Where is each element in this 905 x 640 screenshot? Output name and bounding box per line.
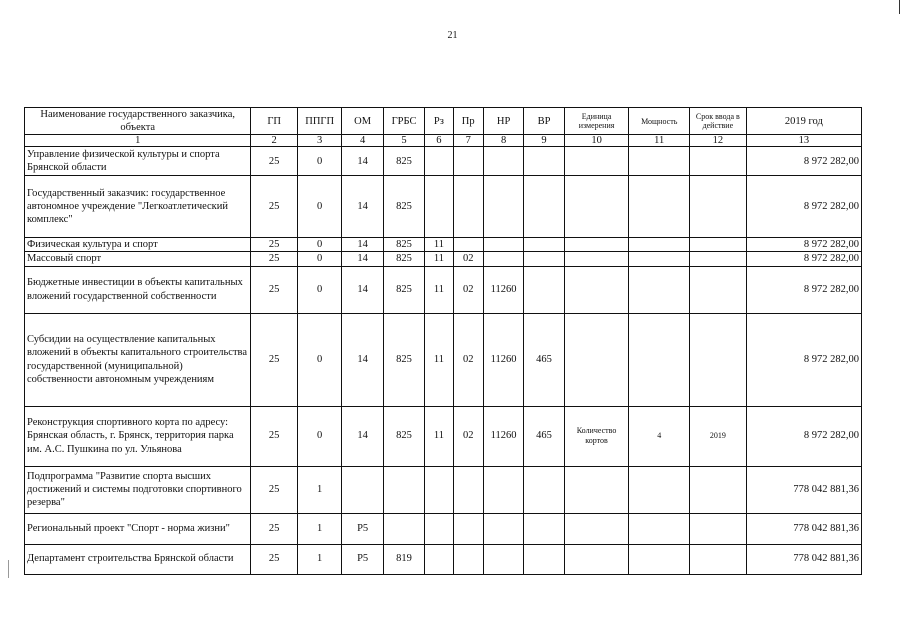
cell-grbs: 825 (383, 266, 424, 313)
cell-ppgp: 1 (297, 544, 341, 574)
cell-rz: 11 (425, 406, 453, 466)
row-name: Субсидии на осуществление капитальных вложений в объекты капитального строительства государственной (муниципальной) собственности автономным учреждениям (25, 313, 251, 406)
cell-om: P5 (342, 513, 383, 544)
row-name: Государственный заказчик: государственное автономное учреждение "Легкоатлетический комплекс" (25, 176, 251, 238)
cell-gp: 25 (251, 406, 298, 466)
column-number: 12 (690, 135, 747, 147)
cell-gp: 25 (251, 313, 298, 406)
row-name: Управление физической культуры и спорта Брянской области (25, 147, 251, 176)
cell-om: 14 (342, 252, 383, 266)
column-number: 4 (342, 135, 383, 147)
cell-pr: 02 (453, 266, 483, 313)
cell-commissioning (690, 252, 747, 266)
header-nr: НР (483, 108, 523, 135)
cell-amount: 8 972 282,00 (746, 147, 861, 176)
cell-ppgp: 0 (297, 238, 341, 252)
row-name: Департамент строительства Брянской области (25, 544, 251, 574)
cell-capacity (629, 313, 690, 406)
cell-rz: 11 (425, 313, 453, 406)
cell-commissioning (690, 266, 747, 313)
cell-commissioning (690, 544, 747, 574)
cell-unit (564, 176, 629, 238)
header-row (25, 108, 862, 135)
cell-pr (453, 544, 483, 574)
table-row (25, 147, 862, 176)
column-number: 2 (251, 135, 298, 147)
table-row (25, 513, 862, 544)
cell-ppgp: 1 (297, 466, 341, 513)
table-row (25, 466, 862, 513)
cell-commissioning (690, 513, 747, 544)
cell-rz (425, 147, 453, 176)
cell-rz (425, 176, 453, 238)
cell-unit (564, 238, 629, 252)
cell-gp: 25 (251, 544, 298, 574)
cell-gp: 25 (251, 513, 298, 544)
cell-capacity (629, 544, 690, 574)
cell-nr: 11260 (483, 313, 523, 406)
column-number: 9 (524, 135, 564, 147)
column-number: 13 (746, 135, 861, 147)
cell-grbs (383, 513, 424, 544)
cell-amount: 8 972 282,00 (746, 176, 861, 238)
cell-grbs: 825 (383, 313, 424, 406)
cell-vr (524, 176, 564, 238)
row-name: Подпрограмма "Развитие спорта высших достижений и системы подготовки спортивного резерва" (25, 466, 251, 513)
cell-amount: 8 972 282,00 (746, 406, 861, 466)
cell-capacity (629, 266, 690, 313)
table-row (25, 266, 862, 313)
header-om: ОМ (342, 108, 383, 135)
cell-unit (564, 252, 629, 266)
cell-vr (524, 252, 564, 266)
table-row (25, 406, 862, 466)
column-number: 3 (297, 135, 341, 147)
header-ppgp: ППГП (297, 108, 341, 135)
cell-pr (453, 238, 483, 252)
cell-vr (524, 544, 564, 574)
scan-edge-mark (899, 0, 900, 14)
page-number: 21 (447, 30, 458, 41)
cell-ppgp: 1 (297, 513, 341, 544)
budget-table (24, 107, 862, 575)
cell-pr (453, 176, 483, 238)
cell-nr (483, 466, 523, 513)
cell-amount: 8 972 282,00 (746, 266, 861, 313)
cell-nr: 11260 (483, 266, 523, 313)
header-vr: ВР (524, 108, 564, 135)
cell-commissioning (690, 147, 747, 176)
cell-unit (564, 313, 629, 406)
cell-ppgp: 0 (297, 147, 341, 176)
cell-unit (564, 544, 629, 574)
cell-commissioning (690, 313, 747, 406)
column-number: 5 (383, 135, 424, 147)
cell-rz (425, 544, 453, 574)
cell-amount: 8 972 282,00 (746, 252, 861, 266)
cell-commissioning (690, 466, 747, 513)
cell-vr: 465 (524, 406, 564, 466)
cell-gp: 25 (251, 176, 298, 238)
cell-grbs (383, 466, 424, 513)
table-row (25, 313, 862, 406)
cell-unit (564, 266, 629, 313)
cell-grbs: 825 (383, 147, 424, 176)
header-year-2019: 2019 год (746, 108, 861, 135)
table-row (25, 176, 862, 238)
cell-capacity (629, 513, 690, 544)
header-pr: Пр (453, 108, 483, 135)
cell-om: 14 (342, 176, 383, 238)
column-number: 6 (425, 135, 453, 147)
cell-unit (564, 513, 629, 544)
cell-grbs: 825 (383, 238, 424, 252)
cell-capacity (629, 147, 690, 176)
cell-om: 14 (342, 147, 383, 176)
table-row (25, 544, 862, 574)
column-number: 11 (629, 135, 690, 147)
row-name: Региональный проект "Спорт - норма жизни" (25, 513, 251, 544)
table-row (25, 252, 862, 266)
column-number: 1 (25, 135, 251, 147)
cell-pr (453, 513, 483, 544)
cell-om: P5 (342, 544, 383, 574)
cell-amount: 778 042 881,36 (746, 544, 861, 574)
cell-nr: 11260 (483, 406, 523, 466)
cell-grbs: 825 (383, 252, 424, 266)
header-capacity: Мощность (629, 108, 690, 135)
row-name: Физическая культура и спорт (25, 238, 251, 252)
cell-commissioning (690, 176, 747, 238)
cell-vr (524, 466, 564, 513)
cell-amount: 8 972 282,00 (746, 313, 861, 406)
cell-ppgp: 0 (297, 266, 341, 313)
cell-om (342, 466, 383, 513)
cell-capacity (629, 466, 690, 513)
row-name: Реконструкция спортивного корта по адресу: Брянская область, г. Брянск, территория парка им. А.С. Пушкина по ул. Ульянова (25, 406, 251, 466)
cell-ppgp: 0 (297, 313, 341, 406)
cell-nr (483, 176, 523, 238)
cell-vr (524, 238, 564, 252)
column-number-row (25, 135, 862, 147)
cell-amount: 778 042 881,36 (746, 513, 861, 544)
header-gp: ГП (251, 108, 298, 135)
cell-pr (453, 466, 483, 513)
cell-grbs: 825 (383, 176, 424, 238)
cell-nr (483, 513, 523, 544)
cell-unit (564, 147, 629, 176)
table-row (25, 238, 862, 252)
cell-vr (524, 513, 564, 544)
cell-gp: 25 (251, 147, 298, 176)
cell-vr: 465 (524, 313, 564, 406)
cell-om: 14 (342, 406, 383, 466)
column-number: 8 (483, 135, 523, 147)
cell-rz: 11 (425, 266, 453, 313)
cell-pr: 02 (453, 252, 483, 266)
cell-ppgp: 0 (297, 406, 341, 466)
cell-capacity (629, 176, 690, 238)
cell-nr (483, 544, 523, 574)
cell-pr: 02 (453, 313, 483, 406)
header-unit: Единица измерения (564, 108, 629, 135)
cell-ppgp: 0 (297, 176, 341, 238)
scan-edge-mark (8, 560, 9, 578)
cell-nr (483, 238, 523, 252)
cell-om: 14 (342, 266, 383, 313)
cell-capacity: 4 (629, 406, 690, 466)
cell-gp: 25 (251, 238, 298, 252)
cell-grbs: 825 (383, 406, 424, 466)
cell-capacity (629, 252, 690, 266)
cell-gp: 25 (251, 252, 298, 266)
cell-gp: 25 (251, 266, 298, 313)
column-number: 7 (453, 135, 483, 147)
cell-amount: 8 972 282,00 (746, 238, 861, 252)
cell-om: 14 (342, 313, 383, 406)
cell-grbs: 819 (383, 544, 424, 574)
cell-nr (483, 252, 523, 266)
header-grbs: ГРБС (383, 108, 424, 135)
cell-pr: 02 (453, 406, 483, 466)
cell-rz (425, 513, 453, 544)
cell-capacity (629, 238, 690, 252)
cell-rz: 11 (425, 252, 453, 266)
row-name: Массовый спорт (25, 252, 251, 266)
cell-rz (425, 466, 453, 513)
cell-rz: 11 (425, 238, 453, 252)
cell-pr (453, 147, 483, 176)
cell-ppgp: 0 (297, 252, 341, 266)
cell-nr (483, 147, 523, 176)
cell-vr (524, 266, 564, 313)
cell-unit (564, 466, 629, 513)
column-number: 10 (564, 135, 629, 147)
cell-vr (524, 147, 564, 176)
header-rz: Рз (425, 108, 453, 135)
cell-amount: 778 042 881,36 (746, 466, 861, 513)
cell-unit: Количество кортов (564, 406, 629, 466)
cell-om: 14 (342, 238, 383, 252)
cell-gp: 25 (251, 466, 298, 513)
header-commissioning: Срок ввода в действие (690, 108, 747, 135)
cell-commissioning (690, 238, 747, 252)
cell-commissioning: 2019 (690, 406, 747, 466)
row-name: Бюджетные инвестиции в объекты капитальных вложений государственной собственности (25, 266, 251, 313)
header-name: Наименование государственного заказчика, объекта (25, 108, 251, 135)
